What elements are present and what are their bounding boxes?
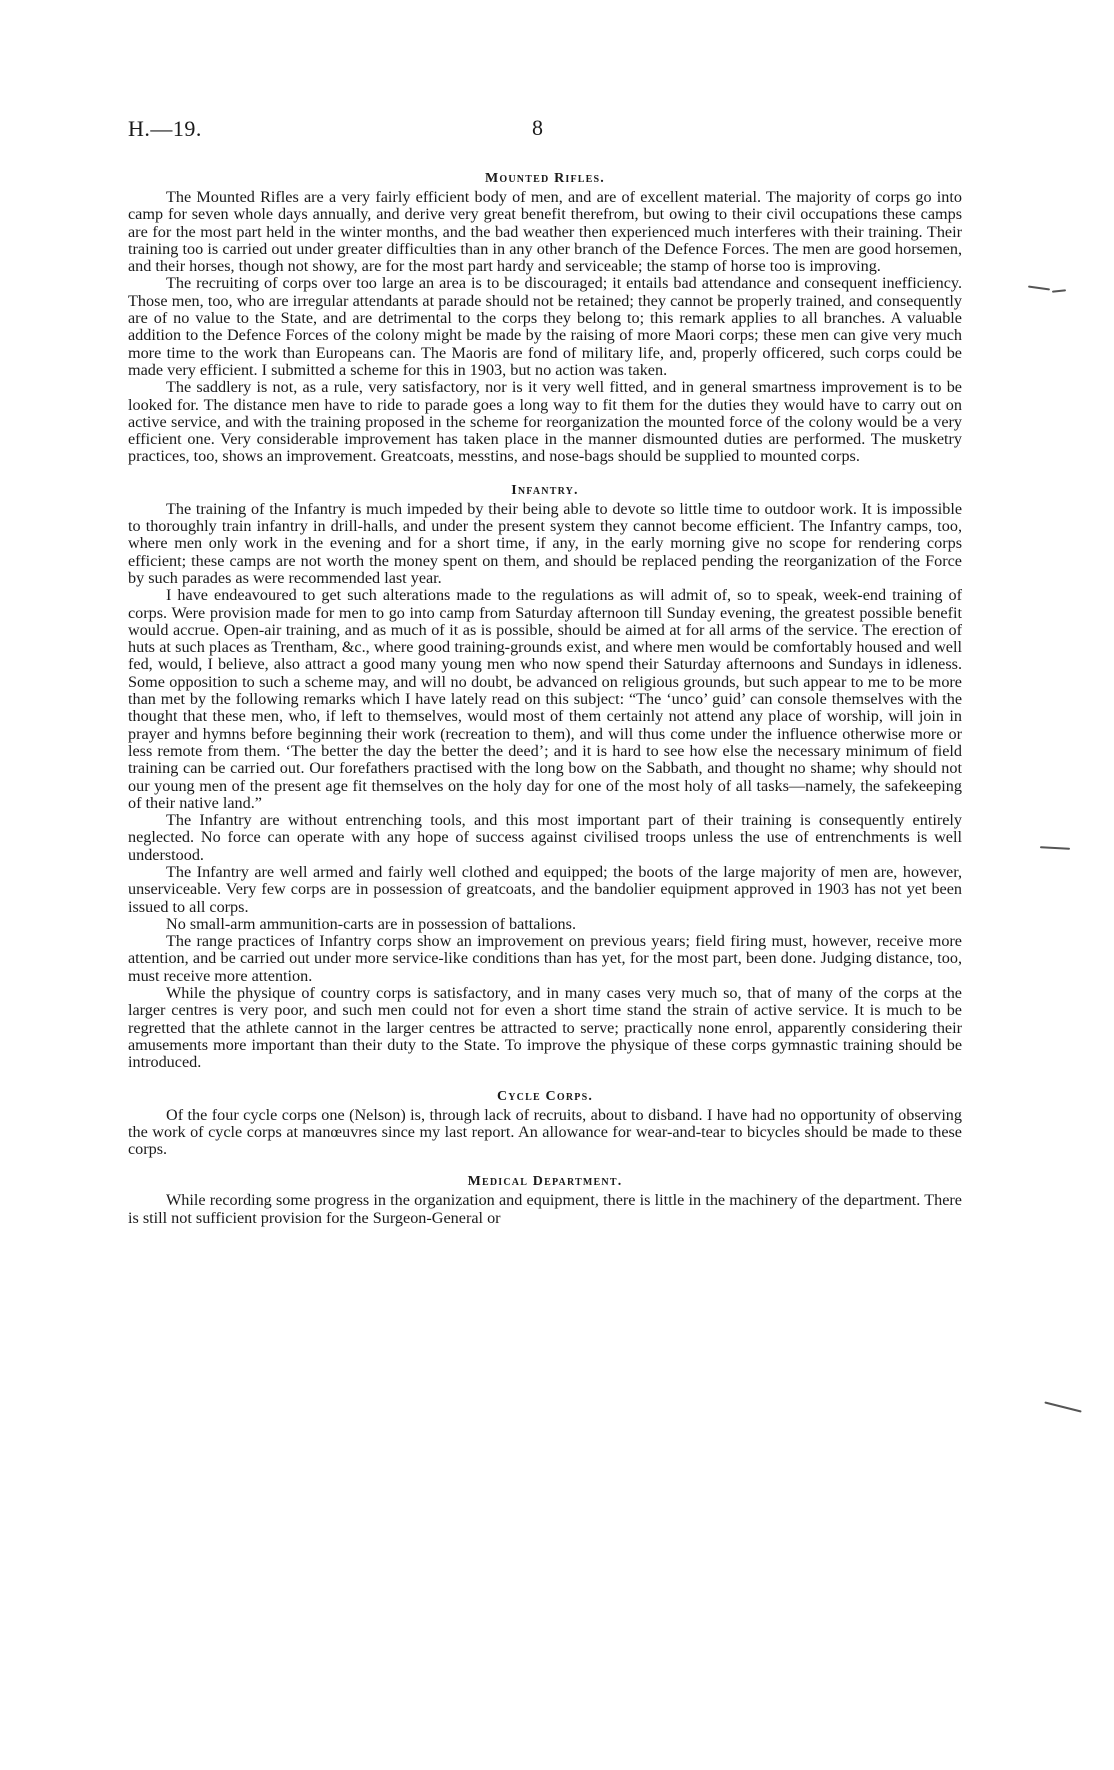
scan-mark xyxy=(1044,1401,1081,1412)
section-spacer xyxy=(128,466,962,480)
document-body xyxy=(128,168,962,1227)
paragraph: The range practices of Infantry corps show an improvement on previous years; field firing must, however, receive more attention, and be carried out under more service-like conditions than has yet, for the most part, been done. Judging distance, too, must receive more attention. xyxy=(128,932,962,985)
page-number: 8 xyxy=(532,115,543,140)
paragraph: No small-arm ammunition-carts are in possession of battalions. xyxy=(166,914,576,933)
section-heading-cycle-corps: Cycle Corps. xyxy=(496,1088,594,1104)
paragraph: The saddlery is not, as a rule, very satisfactory, nor is it very well fitted, and in general smartness improvement is to be looked for. The distance men have to ride to parade goes a long way to fit them for the duties they would have to carry out on active service, and with the training proposed in the scheme for reorganization the mounted force of the colony would be a very efficient one. Very considerable improvement has taken place in the manner dismounted duties are performed. The musketry practices, too, shows an improvement. Greatcoats, messtins, and nose-bags should be supplied to mounted corps. xyxy=(128,378,962,466)
paragraph: I have endeavoured to get such alterations made to the regulations as will admit of, so to speak, week-end training of corps. Were provision made for men to go into camp from Saturday afternoon till Sunday evening, the greatest possible benefit would accrue. Open-air training, and as much of it as is possible, should be aimed at for all arms of the service. The erection of huts at such places as Trentham, &c., where good training-grounds exist, and where men would be comfortably housed and well fed, would, I believe, also attract a good many young men who now spend their Saturday afternoons and Sundays in idleness. Some opposition to such a scheme may, and will no doubt, be advanced on religious grounds, but such appear to me to be more than met by the following remarks which I have lately read on this subject: “The ‘unco’ guid’ can console themselves with the thought that these men, who, if left to themselves, would most of them certainly not attend any place of worship, will join in prayer and hymns before beginning their work (recreation to them), and will thus come under the influence otherwise more or less remote from them. ‘The better the day the better the deed’; and it is hard to see how else the necessary minimum of field training can be carried out. Our forefathers practised with the long bow on the Sabbath, and thought no shame; why should not our young men of the present age fit themselves on the holy day for one of the most holy of all tasks—namely, the safekeeping of their native land.” xyxy=(128,586,962,812)
paragraph: The recruiting of corps over too large an area is to be discouraged; it entails bad attendance and consequent inefficiency. Those men, too, who are irregular attendants at parade should not be retained; they cannot be properly trained, and consequently are of no value to the State, and are detrimental to the corps they belong to; this remark applies to all branches. A valuable addition to the Defence Forces of the colony might be made by the raising of more Maori corps; these men can give very much more time to the work than Europeans can. The Maoris are fond of military life, and, properly officered, such corps could be made very efficient. I submitted a scheme for this in 1903, but no action was taken. xyxy=(128,274,962,379)
paragraph: While the physique of country corps is satisfactory, and in many cases very much so, that of many of the corps at the larger centres is very poor, and such men could not for even a short time stand the strain of active service. It is much to be regretted that the athlete cannot in the larger centres be attracted to serve; practically none enrol, apparently considering their amusements more important than their duty to the State. To improve the physique of these corps gymnastic training should be introduced. xyxy=(128,984,962,1072)
paragraph: Of the four cycle corps one (Nelson) is, through lack of recruits, about to disband. I have had no opportunity of observing the work of cycle corps at manœuvres since my last report. An allowance for wear-and-tear to bicycles should be made to these corps. xyxy=(128,1105,962,1159)
scan-mark xyxy=(1040,846,1070,850)
document-reference: H.—19. xyxy=(128,116,202,141)
paragraph: The Infantry are without entrenching tools, and this most important part of their training is consequently entirely neglected. No force can operate with any hope of success against civilised troops unless the use of entrenchments is well understood. xyxy=(128,811,962,864)
paragraph: The training of the Infantry is much impeded by their being able to devote so little time to outdoor work. It is impossible to thoroughly train infantry in drill-halls, and under the present system they cannot become efficient. The Infantry camps, too, where men only work in the evening and for a short time, if any, in the early morning give no scope for rendering corps efficient; these camps are not worth the money spent on them, and should be replaced pending the reorganization of the Force by such parades as were recommended last year. xyxy=(128,499,962,587)
section-heading-medical-department: Medical Department. xyxy=(467,1174,623,1190)
section-spacer xyxy=(128,1072,962,1086)
paragraph: The Infantry are well armed and fairly well clothed and equipped; the boots of the large majority of men are, however, unserviceable. Very few corps are in possession of greatcoats, and the bandolier equipment approved in 1903 has not yet been issued to all corps. xyxy=(128,862,962,916)
scan-mark xyxy=(1052,289,1066,292)
paragraph: The Mounted Rifles are a very fairly efficient body of men, and are of excellent material. The majority of corps go into camp for seven whole days annually, and derive very great benefit therefrom, but owing to their civil occupations these camps are for the most part held in the winter months, and the bad weather then experienced much interferes with their training. Their training too is carried out under greater difficulties than in any other branch of the Defence Forces. The men are good horsemen, and their horses, though not showy, are for the most part hardy and serviceable; the stamp of horse too is improving. xyxy=(128,188,962,276)
paragraph: While recording some progress in the organization and equipment, there is little in the machinery of the department. There is still not sufficient provision for the Surgeon-General or xyxy=(128,1191,962,1227)
scan-mark xyxy=(1028,285,1050,290)
section-heading-mounted-rifles: Mounted Rifles. xyxy=(484,171,605,186)
section-spacer xyxy=(128,1158,962,1171)
section-heading-infantry: Infantry. xyxy=(511,482,579,498)
page-header xyxy=(0,0,1114,150)
